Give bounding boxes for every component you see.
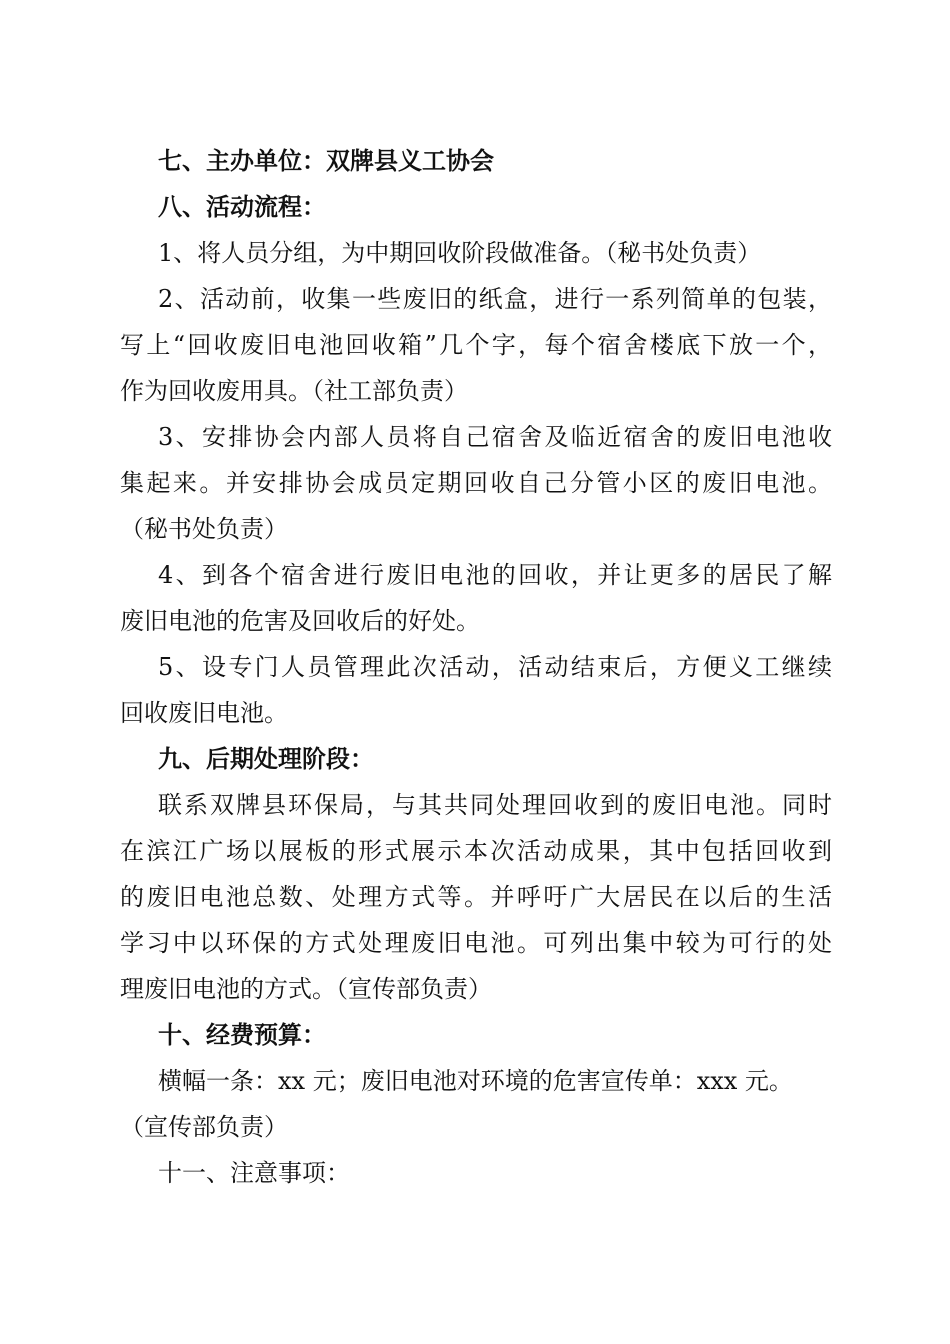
process-step-2-line-2: 写上“回收废旧电池回收箱”几个字，每个宿舍楼底下放一个， xyxy=(120,331,832,359)
post-processing-line-3: 的废旧电池总数、处理方式等。并呼吁广大居民在以后的生活 xyxy=(120,883,832,911)
section-heading-budget: 十、经费预算： xyxy=(158,1021,326,1049)
post-processing-line-5: 理废旧电池的方式。（宣传部负责） xyxy=(120,975,492,1003)
process-step-1: 1、将人员分组，为中期回收阶段做准备。（秘书处负责） xyxy=(158,239,762,267)
document-page xyxy=(120,138,832,1196)
process-step-5-line-2: 回收废旧电池。 xyxy=(120,699,288,727)
process-step-3-line-2: 集起来。并安排协会成员定期回收自己分管小区的废旧电池。 xyxy=(120,469,832,497)
budget-line-2: （宣传部负责） xyxy=(120,1113,288,1141)
process-step-5-line-1: 5、设专门人员管理此次活动，活动结束后，方便义工继续 xyxy=(158,653,832,681)
post-processing-line-4: 学习中以环保的方式处理废旧电池。可列出集中较为可行的处 xyxy=(120,929,832,957)
process-step-2-line-3: 作为回收废用具。（社工部负责） xyxy=(120,377,468,405)
section-heading-organizer: 七、主办单位：双牌县义工协会 xyxy=(158,147,494,175)
process-step-4-line-2: 废旧电池的危害及回收后的好处。 xyxy=(120,607,480,635)
process-step-2-line-1: 2、活动前，收集一些废旧的纸盒，进行一系列简单的包装， xyxy=(158,285,832,313)
section-heading-notes: 十一、注意事项： xyxy=(158,1159,350,1187)
section-heading-post-processing: 九、后期处理阶段： xyxy=(158,745,374,773)
post-processing-line-1: 联系双牌县环保局，与其共同处理回收到的废旧电池。同时 xyxy=(158,791,832,819)
process-step-4-line-1: 4、到各个宿舍进行废旧电池的回收，并让更多的居民了解 xyxy=(158,561,832,589)
post-processing-line-2: 在滨江广场以展板的形式展示本次活动成果，其中包括回收到 xyxy=(120,837,832,865)
section-heading-process: 八、活动流程： xyxy=(158,193,326,221)
budget-line-1: 横幅一条：xx 元；废旧电池对环境的危害宣传单：xxx 元。 xyxy=(158,1067,793,1095)
process-step-3-line-1: 3、安排协会内部人员将自己宿舍及临近宿舍的废旧电池收 xyxy=(158,423,832,451)
process-step-3-line-3: （秘书处负责） xyxy=(120,515,288,543)
